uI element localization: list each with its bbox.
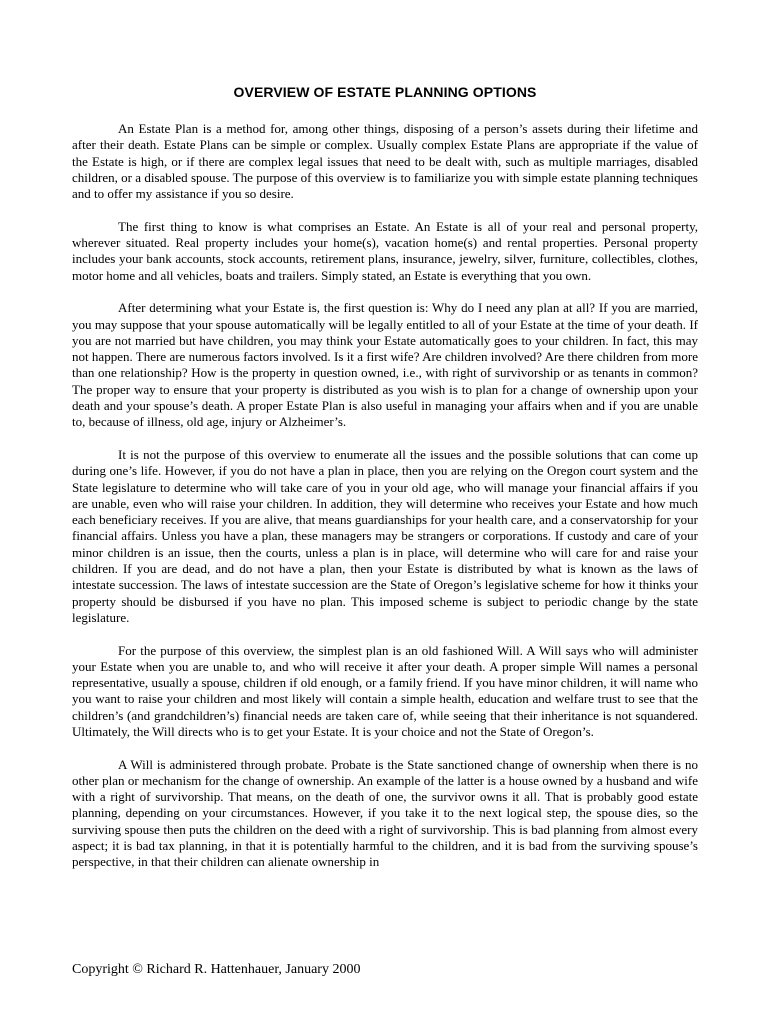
- copyright-footer: Copyright © Richard R. Hattenhauer, January 2000: [72, 962, 361, 977]
- document-body: [72, 121, 698, 887]
- paragraph-estate-composition: The first thing to know is what comprises an Estate. An Estate is all of your real and personal property, wherever situated. Real property includes your home(s), vacation home(s) and rental properties. Personal property includes your bank accounts, stock accounts, retirement plans, insurance, jewelry, silver, furniture, collectibles, clothes, motor home and all vehicles, boats and trailers. Simply stated, an Estate is everything that you own.: [72, 218, 698, 283]
- paragraph-why-plan: After determining what your Estate is, the first question is: Why do I need any plan at all? If you are married, you may suppose that your spouse automatically will be legally entitled to all of your Estate at the time of your death. If you are not married but have children, you may think your Estate automatically goes to your children. In fact, this may not happen. There are numerous factors involved. Is it a first wife? Are children involved? Are there children from more than one relationship? How is the property in question owned, i.e., with right of survivorship or as tenants in common? The proper way to ensure that your property is distributed as you wish is to plan for a change of ownership upon your death and your spouse’s death. A proper Estate Plan is also useful in managing your affairs when and if you are unable to, because of illness, old age, injury or Alzheimer’s.: [72, 300, 698, 430]
- paragraph-estate-plan-definition: An Estate Plan is a method for, among other things, disposing of a person’s assets during their lifetime and after their death. Estate Plans can be simple or complex. Usually complex Estate Plans are appropriate if the value of the Estate is high, or if there are complex legal issues that need to be dealt with, such as multiple marriages, disabled children, or a disabled spouse. The purpose of this overview is to familiarize you with simple estate planning techniques and to offer my assistance if you so desire.: [72, 121, 698, 202]
- paragraph-no-plan-consequences: It is not the purpose of this overview to enumerate all the issues and the possible solutions that can come up during one’s life. However, if you do not have a plan in place, then you are relying on the Oregon court system and the State legislature to determine who will take care of you in your old age, who will manage your financial affairs if you are unable, even who will raise your children. In addition, they will determine who receives your Estate and how much each beneficiary receives. If you are alive, that means guardianships for your health care, and a conservatorship for your financial affairs. Unless you have a plan, these managers may be strangers or corporations. If custody and care of your minor children is an issue, then the courts, unless a plan is in place, will determine who will care for and raise your children. If you are dead, and do not have a plan, then your Estate is distributed by what is known as the laws of intestate succession. The laws of intestate succession are the State of Oregon’s legislative scheme for how it thinks your property should be disbursed if you have no plan. This imposed scheme is subject to periodic change by the state legislature.: [72, 446, 698, 625]
- paragraph-simple-will: For the purpose of this overview, the simplest plan is an old fashioned Will. A Will says who will administer your Estate when you are unable to, and who will receive it after your death. A proper simple Will names a personal representative, usually a spouse, children if old enough, or a family friend. If you have minor children, it will name who you want to raise your children and most likely will contain a simple health, education and welfare trust to see that the children’s (and grandchildren’s) financial needs are taken care of, while seeing that their inheritance is not squandered. Ultimately, the Will directs who is to get your Estate. It is your choice and not the State of Oregon’s.: [72, 642, 698, 739]
- page-title: OVERVIEW OF ESTATE PLANNING OPTIONS: [233, 84, 537, 100]
- paragraph-probate: A Will is administered through probate. Probate is the State sanctioned change of ownership when there is no other plan or mechanism for the change of ownership. An example of the latter is a house owned by a husband and wife with a right of survivorship. That means, on the death of one, the survivor owns it all. That is probably good estate planning, depending on your circumstances. However, if you take it to the next logical step, the spouse dies, so the surviving spouse then puts the children on the deed with a right of survivorship. This is bad planning from almost every aspect; it is bad tax planning, in that it is potentially harmful to the children, and it is bad from the surviving spouse’s perspective, in that their children can alienate ownership in: [72, 756, 698, 870]
